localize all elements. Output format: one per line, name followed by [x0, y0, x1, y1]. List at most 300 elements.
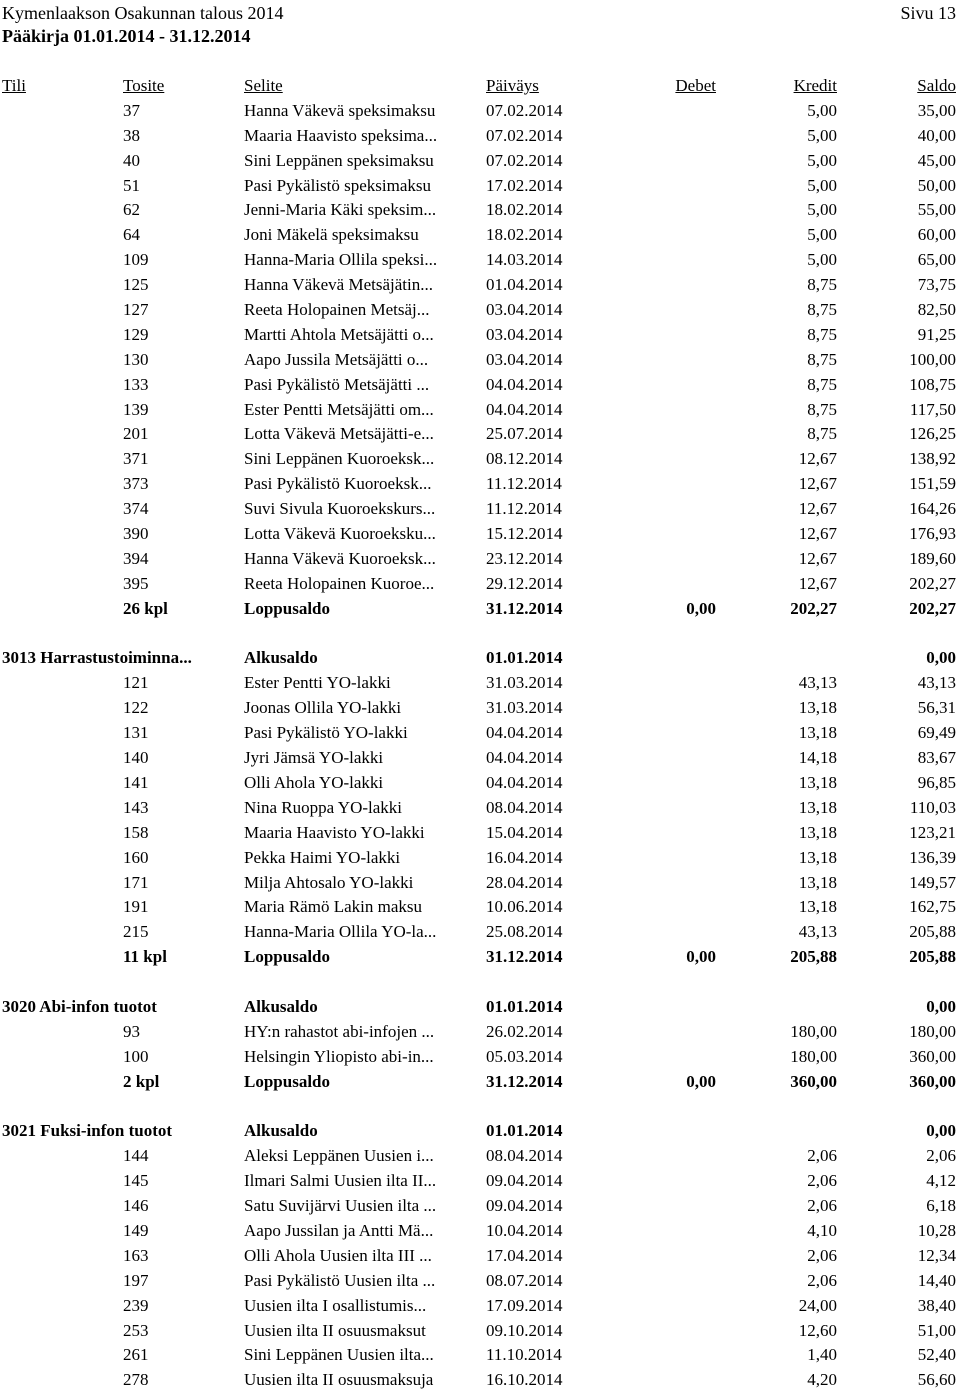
table-row: [0, 497, 960, 522]
cell-tosite: 125: [123, 275, 149, 295]
cell-selite: Alkusaldo: [244, 1121, 318, 1141]
cell-kredit: 5,00: [807, 175, 837, 195]
table-row: [0, 472, 960, 497]
cell-tosite: 390: [123, 524, 149, 544]
table-row: [0, 796, 960, 821]
cell-selite: Pekka Haimi YO-lakki: [244, 847, 401, 867]
cell-selite: Hanna-Maria Ollila YO-la...: [244, 922, 437, 942]
cell-saldo: 12,34: [917, 1245, 956, 1265]
cell-selite: Hanna-Maria Ollila speksi...: [244, 250, 438, 270]
cell-saldo: 6,18: [926, 1196, 956, 1216]
table-row: [0, 721, 960, 746]
cell-paivays: 03.04.2014: [486, 300, 563, 320]
cell-paivays: 01.01.2014: [486, 1121, 563, 1141]
cell-selite: Satu Suvijärvi Uusien ilta ...: [244, 1196, 437, 1216]
table-row: [0, 671, 960, 696]
table-row: [0, 1319, 960, 1344]
cell-paivays: 01.04.2014: [486, 275, 563, 295]
cell-kredit: 2,06: [807, 1196, 837, 1216]
cell-paivays: 08.04.2014: [486, 797, 563, 817]
cell-kredit: 2,06: [807, 1146, 837, 1166]
cell-saldo: 65,00: [917, 250, 956, 270]
cell-selite: Olli Ahola YO-lakki: [244, 772, 384, 792]
cell-saldo: 83,67: [917, 748, 956, 768]
cell-tosite: 64: [123, 225, 140, 245]
cell-tosite: 374: [123, 499, 149, 519]
cell-tosite: 2 kpl: [123, 1071, 160, 1091]
cell-kredit: 5,00: [807, 200, 837, 220]
column-header-paivays: Päiväys: [486, 76, 539, 95]
cell-tosite: 253: [123, 1320, 149, 1340]
cell-selite: Alkusaldo: [244, 996, 318, 1016]
cell-selite: Nina Ruoppa YO-lakki: [244, 797, 403, 817]
cell-saldo: 10,28: [917, 1220, 956, 1240]
column-header-kredit: Kredit: [793, 76, 837, 95]
cell-tosite: 131: [123, 723, 149, 743]
cell-selite: Reeta Holopainen Metsäj...: [244, 300, 430, 320]
cell-saldo: 60,00: [917, 225, 956, 245]
cell-tosite: 373: [123, 474, 149, 494]
cell-kredit: 43,13: [798, 673, 837, 693]
cell-kredit: 5,00: [807, 225, 837, 245]
cell-paivays: 09.04.2014: [486, 1196, 563, 1216]
cell-tosite: 37: [123, 100, 140, 120]
cell-saldo: 69,49: [917, 723, 956, 743]
cell-kredit: 2,06: [807, 1270, 837, 1290]
cell-paivays: 18.02.2014: [486, 200, 563, 220]
cell-selite: Loppusaldo: [244, 947, 330, 967]
table-row: [0, 547, 960, 572]
table-row: [0, 422, 960, 447]
cell-selite: Martti Ahtola Metsäjätti o...: [244, 324, 434, 344]
cell-paivays: 10.06.2014: [486, 897, 563, 917]
cell-selite: Jyri Jämsä YO-lakki: [244, 748, 384, 768]
cell-kredit: 24,00: [798, 1295, 837, 1315]
cell-saldo: 360,00: [909, 1046, 956, 1066]
cell-tosite: 191: [123, 897, 149, 917]
cell-kredit: 8,75: [807, 374, 837, 394]
column-header-tili: Tili: [2, 76, 26, 95]
cell-saldo: 138,92: [909, 449, 956, 469]
table-row: [0, 746, 960, 771]
table-row: [0, 1244, 960, 1269]
cell-saldo: 164,26: [909, 499, 956, 519]
cell-selite: Ester Pentti Metsäjätti om...: [244, 399, 434, 419]
table-row: [0, 1144, 960, 1169]
table-row: [0, 572, 960, 597]
cell-saldo: 56,60: [917, 1370, 956, 1390]
cell-saldo: 110,03: [909, 797, 956, 817]
cell-selite: Ester Pentti YO-lakki: [244, 673, 391, 693]
cell-kredit: 4,20: [807, 1370, 837, 1390]
cell-selite: Reeta Holopainen Kuoroe...: [244, 573, 435, 593]
table-row: [0, 323, 960, 348]
summary-row: [0, 597, 960, 622]
cell-selite: Hanna Väkevä speksimaksu: [244, 100, 436, 120]
cell-selite: Joni Mäkelä speksimaksu: [244, 225, 419, 245]
cell-tosite: 158: [123, 822, 149, 842]
table-row: [0, 1020, 960, 1045]
table-row: [0, 771, 960, 796]
cell-paivays: 04.04.2014: [486, 772, 563, 792]
cell-saldo: 205,88: [909, 922, 956, 942]
cell-tosite: 129: [123, 324, 149, 344]
cell-selite: Maria Rämö Lakin maksu: [244, 897, 422, 917]
cell-paivays: 16.04.2014: [486, 847, 563, 867]
cell-paivays: 04.04.2014: [486, 399, 563, 419]
cell-kredit: 8,75: [807, 300, 837, 320]
spacer-row: [0, 970, 960, 995]
cell-kredit: 13,18: [798, 772, 837, 792]
cell-kredit: 12,67: [798, 449, 837, 469]
cell-paivays: 31.12.2014: [486, 1071, 563, 1091]
table-row: [0, 373, 960, 398]
cell-paivays: 05.03.2014: [486, 1046, 563, 1066]
column-header-saldo: Saldo: [917, 76, 956, 95]
cell-tosite: 171: [123, 872, 149, 892]
cell-kredit: 12,60: [798, 1320, 837, 1340]
table-row: [0, 522, 960, 547]
cell-kredit: 12,67: [798, 524, 837, 544]
cell-kredit: 360,00: [790, 1071, 837, 1091]
table-row: [0, 1368, 960, 1393]
cell-saldo: 0,00: [926, 648, 956, 668]
cell-tosite: 140: [123, 748, 149, 768]
cell-kredit: 13,18: [798, 698, 837, 718]
cell-saldo: 51,00: [917, 1320, 956, 1340]
cell-paivays: 28.04.2014: [486, 872, 563, 892]
cell-selite: Sini Leppänen Kuoroeksk...: [244, 449, 435, 469]
cell-tosite: 160: [123, 847, 149, 867]
cell-selite: Sini Leppänen speksimaksu: [244, 150, 434, 170]
table-row: [0, 298, 960, 323]
cell-tili: 3020 Abi-infon tuotot: [2, 996, 157, 1016]
cell-selite: Alkusaldo: [244, 648, 318, 668]
cell-tosite: 145: [123, 1171, 149, 1191]
cell-selite: Suvi Sivula Kuoroekskurs...: [244, 499, 436, 519]
column-header-row: [0, 74, 960, 99]
cell-paivays: 26.02.2014: [486, 1021, 563, 1041]
page-number: Sivu 13: [900, 3, 956, 23]
cell-kredit: 8,75: [807, 324, 837, 344]
cell-saldo: 136,39: [909, 847, 956, 867]
cell-tosite: 371: [123, 449, 149, 469]
cell-kredit: 12,67: [798, 499, 837, 519]
cell-debet: 0,00: [686, 947, 716, 967]
cell-saldo: 14,40: [917, 1270, 956, 1290]
cell-selite: Uusien ilta II osuusmaksut: [244, 1320, 426, 1340]
cell-kredit: 2,06: [807, 1171, 837, 1191]
table-row: [0, 149, 960, 174]
cell-selite: Helsingin Yliopisto abi-in...: [244, 1046, 434, 1066]
table-row: [0, 124, 960, 149]
table-row: [0, 821, 960, 846]
report-period: Pääkirja 01.01.2014 - 31.12.2014: [2, 26, 251, 46]
table-row: [0, 1269, 960, 1294]
cell-tosite: 149: [123, 1220, 149, 1240]
summary-row: [0, 995, 960, 1020]
cell-saldo: 202,27: [909, 573, 956, 593]
cell-kredit: 13,18: [798, 723, 837, 743]
cell-selite: Hanna Väkevä Metsäjätin...: [244, 275, 433, 295]
cell-selite: Loppusaldo: [244, 1071, 330, 1091]
cell-saldo: 176,93: [909, 524, 956, 544]
cell-kredit: 5,00: [807, 125, 837, 145]
cell-tosite: 38: [123, 125, 140, 145]
cell-selite: Olli Ahola Uusien ilta III ...: [244, 1245, 432, 1265]
cell-saldo: 162,75: [909, 897, 956, 917]
summary-row: [0, 1119, 960, 1144]
cell-kredit: 13,18: [798, 872, 837, 892]
cell-paivays: 08.12.2014: [486, 449, 563, 469]
cell-saldo: 91,25: [917, 324, 956, 344]
cell-tosite: 100: [123, 1046, 149, 1066]
cell-saldo: 96,85: [917, 772, 956, 792]
table-row: [0, 398, 960, 423]
cell-tosite: 40: [123, 150, 140, 170]
cell-paivays: 03.04.2014: [486, 349, 563, 369]
table-row: [0, 696, 960, 721]
cell-paivays: 17.09.2014: [486, 1295, 563, 1315]
cell-saldo: 4,12: [926, 1171, 956, 1191]
cell-paivays: 09.10.2014: [486, 1320, 563, 1340]
cell-selite: Lotta Väkevä Metsäjätti-e...: [244, 424, 434, 444]
table-row: [0, 447, 960, 472]
table-row: [0, 1169, 960, 1194]
cell-saldo: 43,13: [917, 673, 956, 693]
spacer-row: [0, 622, 960, 647]
cell-debet: 0,00: [686, 598, 716, 618]
cell-selite: Hanna Väkevä Kuoroeksk...: [244, 548, 436, 568]
cell-paivays: 08.04.2014: [486, 1146, 563, 1166]
cell-selite: Aapo Jussila Metsäjätti o...: [244, 349, 429, 369]
cell-kredit: 13,18: [798, 897, 837, 917]
cell-paivays: 08.07.2014: [486, 1270, 563, 1290]
cell-paivays: 31.03.2014: [486, 698, 563, 718]
cell-saldo: 100,00: [909, 349, 956, 369]
summary-row: [0, 1070, 960, 1095]
cell-selite: Joonas Ollila YO-lakki: [244, 698, 402, 718]
cell-saldo: 73,75: [917, 275, 956, 295]
cell-saldo: 50,00: [917, 175, 956, 195]
cell-saldo: 0,00: [926, 1121, 956, 1141]
cell-paivays: 31.03.2014: [486, 673, 563, 693]
cell-selite: Pasi Pykälistö speksimaksu: [244, 175, 432, 195]
cell-tosite: 163: [123, 1245, 149, 1265]
cell-paivays: 04.04.2014: [486, 748, 563, 768]
cell-kredit: 8,75: [807, 349, 837, 369]
cell-paivays: 31.12.2014: [486, 947, 563, 967]
cell-kredit: 13,18: [798, 847, 837, 867]
cell-paivays: 07.02.2014: [486, 125, 563, 145]
cell-paivays: 14.03.2014: [486, 250, 563, 270]
table-row: [0, 871, 960, 896]
cell-saldo: 38,40: [917, 1295, 956, 1315]
cell-selite: Ilmari Salmi Uusien ilta II...: [244, 1171, 437, 1191]
cell-tosite: 127: [123, 300, 149, 320]
cell-paivays: 10.04.2014: [486, 1220, 563, 1240]
cell-paivays: 04.04.2014: [486, 374, 563, 394]
cell-saldo: 151,59: [909, 474, 956, 494]
table-row: [0, 1219, 960, 1244]
cell-saldo: 180,00: [909, 1021, 956, 1041]
cell-tosite: 201: [123, 424, 149, 444]
table-row: [0, 1194, 960, 1219]
cell-kredit: 180,00: [790, 1021, 837, 1041]
cell-tosite: 394: [123, 548, 149, 568]
cell-selite: Lotta Väkevä Kuoroeksku...: [244, 524, 436, 544]
cell-selite: Aapo Jussilan ja Antti Mä...: [244, 1220, 434, 1240]
cell-tosite: 121: [123, 673, 149, 693]
cell-kredit: 12,67: [798, 474, 837, 494]
cell-tosite: 146: [123, 1196, 149, 1216]
cell-paivays: 18.02.2014: [486, 225, 563, 245]
cell-tosite: 62: [123, 200, 140, 220]
table-row: [0, 248, 960, 273]
cell-tosite: 261: [123, 1345, 149, 1365]
spacer-row: [0, 1095, 960, 1120]
cell-tosite: 122: [123, 698, 149, 718]
cell-selite: HY:n rahastot abi-infojen ...: [244, 1021, 435, 1041]
cell-tosite: 11 kpl: [123, 947, 167, 967]
cell-kredit: 205,88: [790, 947, 837, 967]
cell-paivays: 11.10.2014: [486, 1345, 562, 1365]
cell-paivays: 17.02.2014: [486, 175, 563, 195]
cell-debet: 0,00: [686, 1071, 716, 1091]
table-row: [0, 1343, 960, 1368]
cell-paivays: 17.04.2014: [486, 1245, 563, 1265]
cell-selite: Pasi Pykälistö Kuoroeksk...: [244, 474, 432, 494]
cell-selite: Maaria Haavisto YO-lakki: [244, 822, 425, 842]
cell-paivays: 23.12.2014: [486, 548, 563, 568]
cell-saldo: 108,75: [909, 374, 956, 394]
cell-saldo: 0,00: [926, 996, 956, 1016]
cell-paivays: 01.01.2014: [486, 648, 563, 668]
cell-kredit: 8,75: [807, 275, 837, 295]
cell-paivays: 04.04.2014: [486, 723, 563, 743]
cell-paivays: 25.07.2014: [486, 424, 563, 444]
cell-kredit: 180,00: [790, 1046, 837, 1066]
cell-tosite: 130: [123, 349, 149, 369]
cell-kredit: 12,67: [798, 573, 837, 593]
cell-paivays: 25.08.2014: [486, 922, 563, 942]
cell-tosite: 93: [123, 1021, 140, 1041]
table-row: [0, 1045, 960, 1070]
table-row: [0, 223, 960, 248]
cell-kredit: 5,00: [807, 250, 837, 270]
cell-tosite: 143: [123, 797, 149, 817]
cell-selite: Pasi Pykälistö YO-lakki: [244, 723, 408, 743]
table-row: [0, 273, 960, 298]
summary-row: [0, 646, 960, 671]
cell-paivays: 15.04.2014: [486, 822, 563, 842]
cell-saldo: 189,60: [909, 548, 956, 568]
cell-tosite: 197: [123, 1270, 149, 1290]
cell-tili: 3021 Fuksi-infon tuotot: [2, 1121, 173, 1141]
cell-kredit: 12,67: [798, 548, 837, 568]
cell-saldo: 45,00: [917, 150, 956, 170]
cell-tosite: 109: [123, 250, 149, 270]
cell-saldo: 40,00: [917, 125, 956, 145]
table-row: [0, 348, 960, 373]
cell-kredit: 43,13: [798, 922, 837, 942]
summary-row: [0, 945, 960, 970]
cell-kredit: 14,18: [798, 748, 837, 768]
cell-saldo: 2,06: [926, 1146, 956, 1166]
table-row: [0, 99, 960, 124]
cell-kredit: 2,06: [807, 1245, 837, 1265]
cell-tosite: 141: [123, 772, 149, 792]
table-row: [0, 846, 960, 871]
cell-tosite: 133: [123, 374, 149, 394]
cell-saldo: 205,88: [909, 947, 956, 967]
cell-kredit: 202,27: [790, 598, 837, 618]
cell-tosite: 139: [123, 399, 149, 419]
cell-saldo: 82,50: [917, 300, 956, 320]
cell-kredit: 1,40: [807, 1345, 837, 1365]
cell-paivays: 29.12.2014: [486, 573, 563, 593]
cell-paivays: 16.10.2014: [486, 1370, 563, 1390]
ledger-table: [0, 74, 960, 1393]
column-header-debet: Debet: [675, 76, 716, 95]
cell-tosite: 239: [123, 1295, 149, 1315]
table-row: [0, 174, 960, 199]
cell-tili: 3013 Harrastustoiminna...: [2, 648, 192, 668]
cell-saldo: 202,27: [909, 598, 956, 618]
table-row: [0, 895, 960, 920]
cell-tosite: 51: [123, 175, 140, 195]
cell-paivays: 09.04.2014: [486, 1171, 563, 1191]
cell-saldo: 126,25: [909, 424, 956, 444]
cell-selite: Aleksi Leppänen Uusien i...: [244, 1146, 434, 1166]
ledger-rows: [0, 99, 960, 1393]
cell-paivays: 01.01.2014: [486, 996, 563, 1016]
cell-saldo: 117,50: [909, 399, 956, 419]
table-row: [0, 1294, 960, 1319]
cell-saldo: 360,00: [909, 1071, 956, 1091]
cell-selite: Sini Leppänen Uusien ilta...: [244, 1345, 434, 1365]
cell-selite: Jenni-Maria Käki speksim...: [244, 200, 437, 220]
column-header-selite: Selite: [244, 76, 283, 95]
cell-saldo: 52,40: [917, 1345, 956, 1365]
cell-saldo: 123,21: [909, 822, 956, 842]
report-title: Kymenlaakson Osakunnan talous 2014: [2, 3, 284, 23]
cell-tosite: 395: [123, 573, 149, 593]
cell-kredit: 13,18: [798, 797, 837, 817]
cell-paivays: 03.04.2014: [486, 324, 563, 344]
cell-selite: Pasi Pykälistö Metsäjätti ...: [244, 374, 430, 394]
cell-paivays: 07.02.2014: [486, 150, 563, 170]
column-header-tosite: Tosite: [123, 76, 165, 95]
cell-saldo: 56,31: [917, 698, 956, 718]
cell-saldo: 149,57: [909, 872, 956, 892]
cell-selite: Uusien ilta II osuusmaksuja: [244, 1370, 434, 1390]
cell-paivays: 15.12.2014: [486, 524, 563, 544]
cell-selite: Pasi Pykälistö Uusien ilta ...: [244, 1270, 436, 1290]
cell-selite: Maaria Haavisto speksima...: [244, 125, 438, 145]
table-row: [0, 920, 960, 945]
cell-saldo: 35,00: [917, 100, 956, 120]
cell-selite: Uusien ilta I osallistumis...: [244, 1295, 427, 1315]
cell-saldo: 55,00: [917, 200, 956, 220]
cell-kredit: 13,18: [798, 822, 837, 842]
cell-tosite: 144: [123, 1146, 149, 1166]
cell-selite: Loppusaldo: [244, 598, 330, 618]
table-row: [0, 198, 960, 223]
cell-kredit: 5,00: [807, 100, 837, 120]
cell-kredit: 8,75: [807, 424, 837, 444]
cell-tosite: 215: [123, 922, 149, 942]
